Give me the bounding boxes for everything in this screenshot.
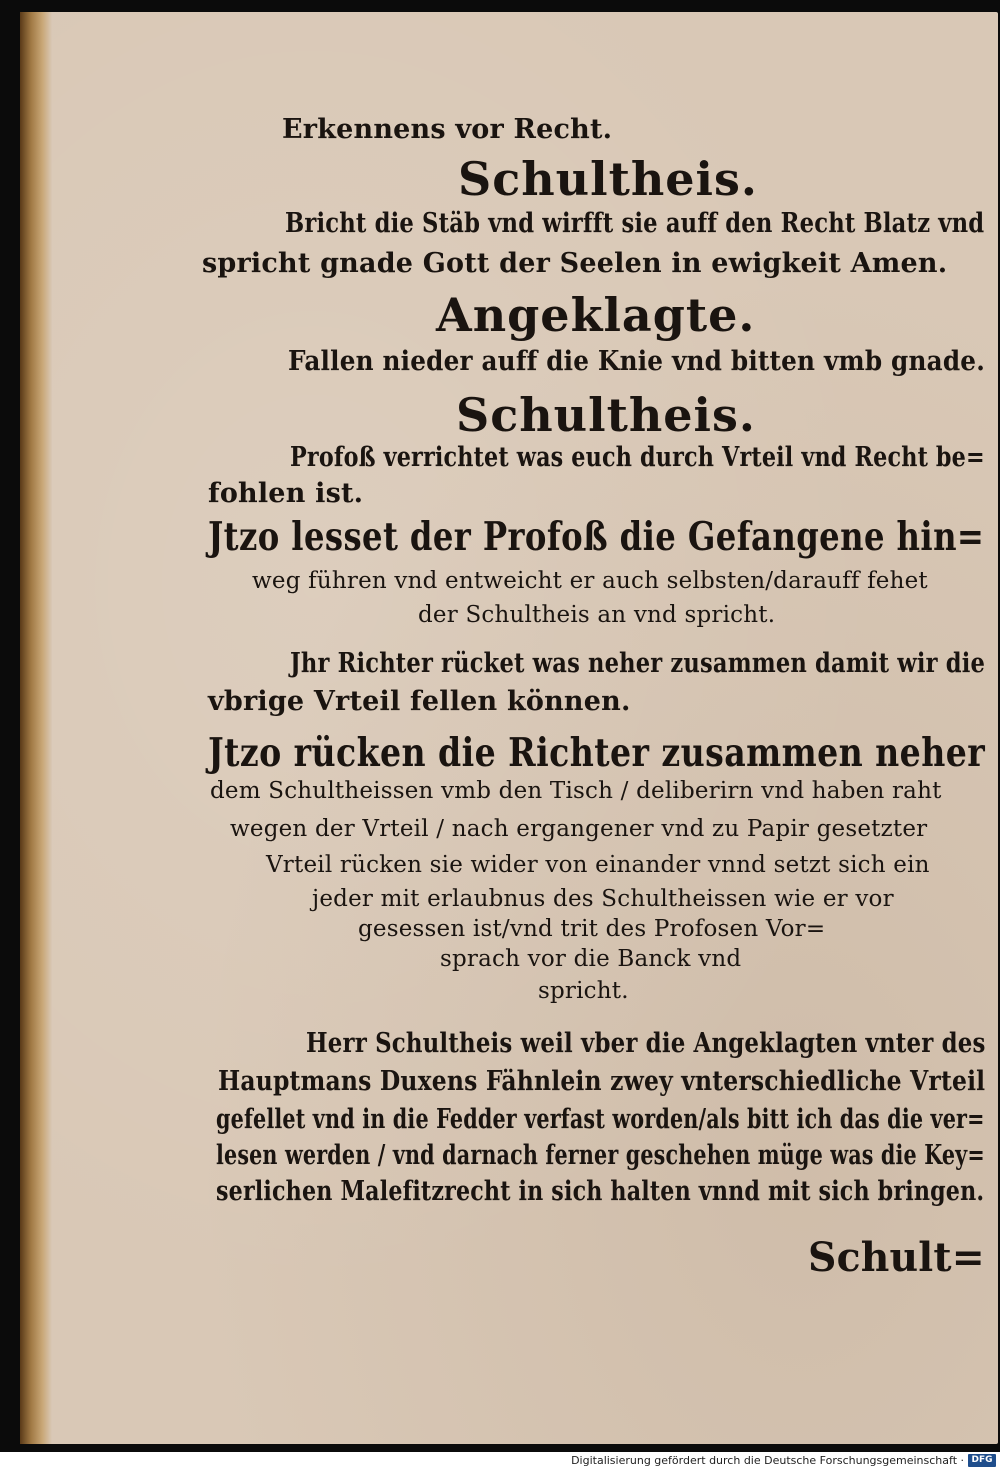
speaker-heading: Schultheis. xyxy=(456,388,756,442)
catchword: Schult= xyxy=(808,1234,985,1281)
text-line: Hauptmans Duxens Fähnlein zwey vnterschiedliche Vrteil xyxy=(218,1066,986,1097)
text-line: serlichen Malefitzrecht in sich halten vnnd mit sich bringen. xyxy=(216,1176,985,1207)
stage-direction-line: spricht. xyxy=(538,978,629,1004)
text-line: vbrige Vrteil fellen können. xyxy=(208,686,631,717)
stage-direction-line: der Schultheis an vnd spricht. xyxy=(418,602,776,628)
stage-direction-line: gesessen ist/vnd trit des Profosen Vor= xyxy=(358,916,826,942)
stage-direction-line: weg führen vnd entweicht er auch selbsten/darauff fehet xyxy=(252,568,928,594)
text-line: Jhr Richter rücket was neher zusammen damit wir die xyxy=(290,648,986,679)
stage-direction-line: sprach vor die Banck vnd xyxy=(440,946,742,972)
speaker-heading: Angeklagte. xyxy=(436,288,756,342)
stage-direction-line: jeder mit erlaubnus des Schultheissen wie er vor xyxy=(312,886,894,912)
stage-direction-line: dem Schultheissen vmb den Tisch / deliberirn vnd haben raht xyxy=(210,778,942,804)
book-page xyxy=(20,12,998,1444)
text-line: lesen werden / vnd darnach ferner geschehen müge was die Key= xyxy=(216,1140,985,1171)
text-line: Profoß verrichtet was euch durch Vrteil vnd Recht be= xyxy=(290,442,985,473)
stage-direction-heading: Jtzo lesset der Profoß die Gefangene hin= xyxy=(208,514,985,560)
text-line: Bricht die Stäb vnd wirfft sie auff den Recht Blatz vnd xyxy=(285,208,985,239)
stage-direction-line: wegen der Vrteil / nach ergangener vnd zu Papir gesetzter xyxy=(230,816,928,842)
funding-credit: Digitalisierung gefördert durch die Deutsche Forschungsgemeinschaft · xyxy=(571,1454,964,1467)
stage-direction-line: Vrteil rücken sie wider von einander vnnd setzt sich ein xyxy=(266,852,930,878)
text-line: fohlen ist. xyxy=(208,478,364,509)
footer-bar xyxy=(0,1452,1000,1470)
text-line: Erkennens vor Recht. xyxy=(282,114,613,145)
dfg-logo-icon: DFG xyxy=(968,1454,996,1467)
stage-direction-heading: Jtzo rücken die Richter zusammen neher xyxy=(208,730,986,776)
text-line: Fallen nieder auff die Knie vnd bitten vmb gnade. xyxy=(288,346,986,377)
text-line: Herr Schultheis weil vber die Angeklagten vnter des xyxy=(306,1028,986,1059)
speaker-heading: Schultheis. xyxy=(458,152,758,206)
text-line: spricht gnade Gott der Seelen in ewigkeit Amen. xyxy=(202,248,948,279)
page-text xyxy=(20,12,998,1444)
text-line: gefellet vnd in die Fedder verfast worden/als bitt ich das die ver= xyxy=(216,1104,985,1135)
